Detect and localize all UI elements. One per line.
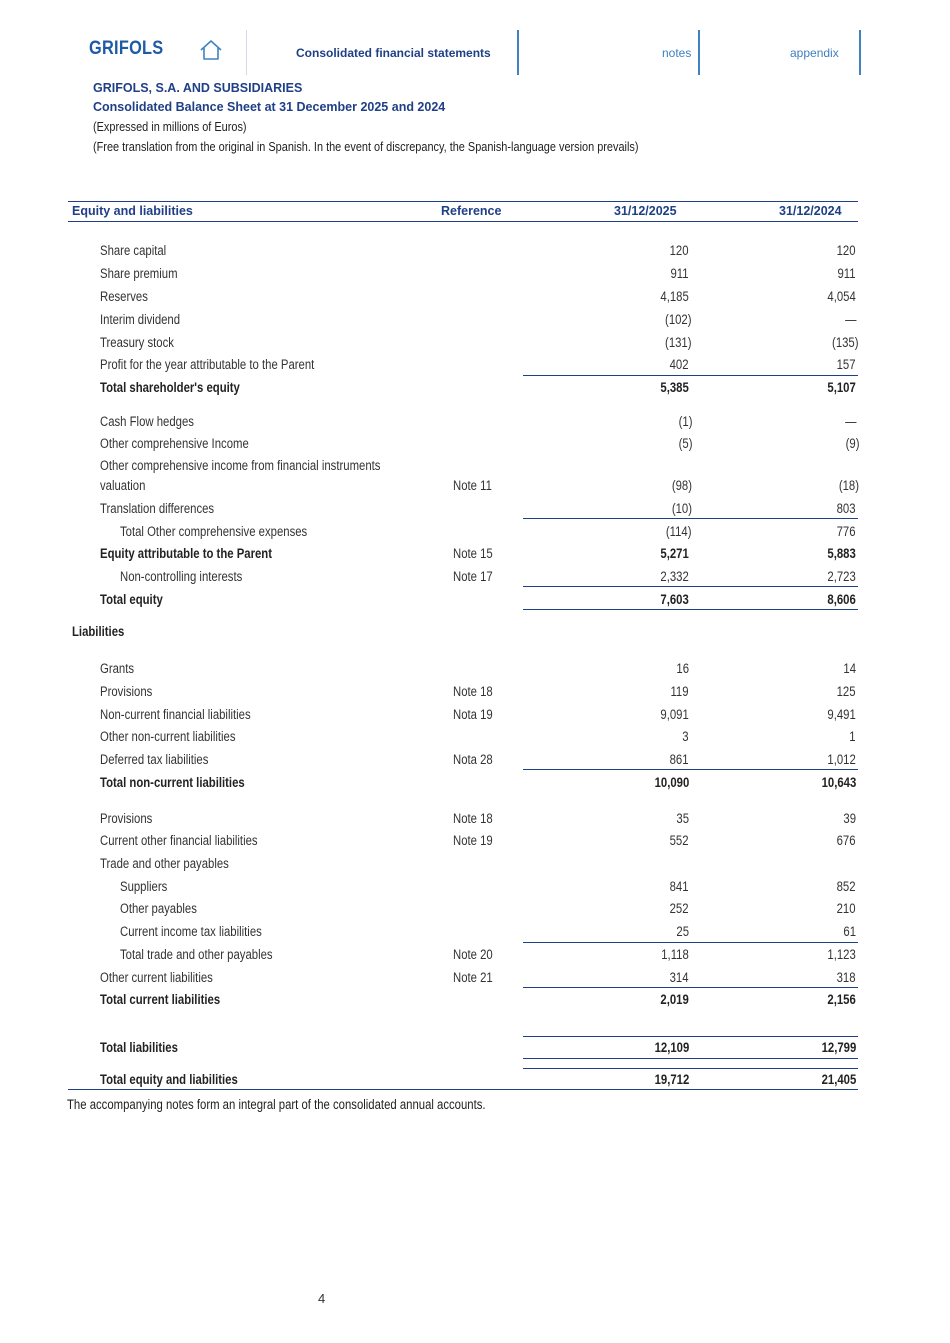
row-label: Trade and other payables bbox=[100, 856, 229, 871]
row-label: Deferred tax liabilities bbox=[100, 752, 209, 767]
total-rule bbox=[523, 609, 858, 610]
value-2025: 911 bbox=[670, 266, 689, 281]
table-row bbox=[0, 922, 950, 942]
table-row bbox=[0, 809, 950, 829]
row-reference: Nota 28 bbox=[453, 752, 493, 767]
page-number: 4 bbox=[318, 1291, 326, 1306]
row-reference: Note 19 bbox=[453, 833, 493, 848]
value-2025: 16 bbox=[676, 661, 689, 676]
value-2024: 318 bbox=[837, 970, 856, 985]
table-row bbox=[0, 412, 950, 432]
row-label: Profit for the year attributable to the Parent bbox=[100, 357, 315, 372]
table-bottom-rule bbox=[68, 1089, 858, 1090]
row-label: Grants bbox=[100, 661, 135, 676]
row-reference: Nota 19 bbox=[453, 707, 493, 722]
row-label: Total liabilities bbox=[100, 1040, 178, 1055]
table-row bbox=[0, 310, 950, 330]
value-2024: 21,405 bbox=[821, 1072, 856, 1087]
subtotal-rule bbox=[523, 1036, 858, 1037]
value-2025: (10) bbox=[671, 501, 692, 516]
value-2025: 1,118 bbox=[661, 947, 689, 962]
column-header-item: Equity and liabilities bbox=[72, 204, 193, 218]
value-2024: (9) bbox=[845, 436, 859, 451]
value-2024: 1 bbox=[849, 729, 856, 744]
value-2025: 12,109 bbox=[654, 1040, 689, 1055]
value-2024: 2,156 bbox=[827, 992, 856, 1007]
value-2024: — bbox=[844, 312, 856, 327]
footnote: The accompanying notes form an integral part of the consolidated annual accounts. bbox=[67, 1097, 486, 1112]
value-2025: 9,091 bbox=[660, 707, 689, 722]
statement-title: Consolidated Balance Sheet at 31 December 2025 and 2024 bbox=[93, 100, 446, 114]
value-2024: 4,054 bbox=[827, 289, 856, 304]
table-row bbox=[0, 750, 950, 770]
total-rule bbox=[523, 1068, 858, 1069]
value-2025: 402 bbox=[670, 357, 689, 372]
value-2024: 14 bbox=[843, 661, 856, 676]
header-divider bbox=[859, 30, 861, 75]
row-label: Interim dividend bbox=[100, 312, 181, 327]
row-label: Translation differences bbox=[100, 501, 215, 516]
table-row bbox=[0, 705, 950, 725]
value-2024: 1,123 bbox=[827, 947, 856, 962]
nav-notes[interactable]: notes bbox=[662, 46, 692, 60]
table-row bbox=[0, 434, 950, 454]
value-2024: 5,107 bbox=[827, 380, 856, 395]
subtotal-rule bbox=[523, 942, 858, 943]
row-label: Non-controlling interests bbox=[120, 569, 243, 584]
row-label: Total trade and other payables bbox=[120, 947, 273, 962]
table-row bbox=[0, 622, 950, 642]
row-label: Non-current financial liabilities bbox=[100, 707, 251, 722]
value-2025: 25 bbox=[676, 924, 689, 939]
company-title: GRIFOLS, S.A. AND SUBSIDIARIES bbox=[93, 81, 303, 95]
table-row bbox=[0, 590, 950, 610]
row-label: Other payables bbox=[120, 901, 197, 916]
row-label: Other current liabilities bbox=[100, 970, 213, 985]
value-2024: 803 bbox=[837, 501, 856, 516]
table-header-rule bbox=[68, 221, 858, 222]
row-reference: Note 18 bbox=[453, 811, 493, 826]
value-2024: 12,799 bbox=[821, 1040, 856, 1055]
value-2025: 2,019 bbox=[660, 992, 689, 1007]
value-2025: 35 bbox=[676, 811, 689, 826]
value-2024: 39 bbox=[843, 811, 856, 826]
row-label: Cash Flow hedges bbox=[100, 414, 194, 429]
value-2024: 120 bbox=[837, 243, 856, 258]
row-label: Provisions bbox=[100, 811, 153, 826]
value-2025: (1) bbox=[678, 414, 692, 429]
table-row bbox=[0, 333, 950, 353]
table-row bbox=[0, 773, 950, 793]
table-row bbox=[0, 990, 950, 1010]
row-label: Share premium bbox=[100, 266, 178, 281]
subtotal-rule bbox=[523, 518, 858, 519]
header-divider bbox=[698, 30, 700, 75]
subtotal-rule bbox=[523, 375, 858, 376]
value-2025: 4,185 bbox=[660, 289, 689, 304]
row-reference: Note 20 bbox=[453, 947, 493, 962]
home-icon[interactable] bbox=[199, 38, 223, 62]
table-row bbox=[0, 264, 950, 284]
row-label: Treasury stock bbox=[100, 335, 174, 350]
subtotal-rule bbox=[523, 586, 858, 587]
subtotal-rule bbox=[523, 987, 858, 988]
value-2025: 120 bbox=[670, 243, 689, 258]
table-row bbox=[0, 378, 950, 398]
value-2025: 3 bbox=[682, 729, 689, 744]
table-row bbox=[0, 355, 950, 375]
value-2024: (135) bbox=[832, 335, 859, 350]
row-label: Share capital bbox=[100, 243, 167, 258]
row-reference: Note 17 bbox=[453, 569, 493, 584]
value-2025: 119 bbox=[670, 684, 689, 699]
column-header-2025: 31/12/2025 bbox=[614, 204, 677, 218]
value-2025: 861 bbox=[670, 752, 689, 767]
row-label: Equity attributable to the Parent bbox=[100, 546, 273, 561]
value-2025: (98) bbox=[671, 478, 692, 493]
value-2025: (131) bbox=[665, 335, 692, 350]
row-label: Total shareholder's equity bbox=[100, 380, 240, 395]
value-2024: 61 bbox=[843, 924, 856, 939]
row-reference: Note 11 bbox=[453, 478, 492, 493]
value-2024: 2,723 bbox=[827, 569, 856, 584]
column-header-2024: 31/12/2024 bbox=[779, 204, 842, 218]
row-reference: Note 21 bbox=[453, 970, 493, 985]
table-row bbox=[0, 945, 950, 965]
row-label: Total current liabilities bbox=[100, 992, 221, 1007]
value-2024: 676 bbox=[837, 833, 856, 848]
table-row bbox=[0, 241, 950, 261]
row-reference: Note 18 bbox=[453, 684, 493, 699]
value-2025: 7,603 bbox=[660, 592, 689, 607]
value-2025: 2,332 bbox=[660, 569, 689, 584]
value-2024: 852 bbox=[837, 879, 856, 894]
row-label: Other comprehensive Income bbox=[100, 436, 249, 451]
currency-note: (Expressed in millions of Euros) bbox=[93, 119, 247, 134]
table-row bbox=[0, 544, 950, 564]
table-row bbox=[0, 456, 950, 476]
value-2024: 210 bbox=[837, 901, 856, 916]
table-row bbox=[0, 899, 950, 919]
translation-note: (Free translation from the original in Spanish. In the event of discrepancy, the Spanish-language version prevails) bbox=[93, 139, 639, 154]
table-row bbox=[0, 727, 950, 747]
table-top-rule bbox=[68, 201, 858, 202]
table-row bbox=[0, 968, 950, 988]
row-label: Total non-current liabilities bbox=[100, 775, 245, 790]
subtotal-rule bbox=[523, 769, 858, 770]
value-2025: 252 bbox=[670, 901, 689, 916]
column-header-reference: Reference bbox=[441, 204, 502, 218]
value-2025: 5,385 bbox=[660, 380, 689, 395]
table-row bbox=[0, 659, 950, 679]
value-2024: 10,643 bbox=[821, 775, 856, 790]
value-2025: 552 bbox=[670, 833, 689, 848]
header-divider bbox=[246, 30, 247, 75]
total-rule bbox=[523, 1058, 858, 1059]
row-label: Suppliers bbox=[120, 879, 168, 894]
value-2024: 776 bbox=[837, 524, 856, 539]
value-2024: 8,606 bbox=[827, 592, 856, 607]
value-2024: 125 bbox=[837, 684, 856, 699]
value-2025: 10,090 bbox=[654, 775, 689, 790]
row-label: Total equity and liabilities bbox=[100, 1072, 238, 1087]
row-label: Other non-current liabilities bbox=[100, 729, 236, 744]
table-row bbox=[0, 522, 950, 542]
table-row bbox=[0, 682, 950, 702]
row-label: Total Other comprehensive expenses bbox=[120, 524, 308, 539]
table-row bbox=[0, 567, 950, 587]
value-2024: — bbox=[844, 414, 856, 429]
table-row bbox=[0, 1070, 950, 1090]
table-row bbox=[0, 499, 950, 519]
row-label: Reserves bbox=[100, 289, 148, 304]
table-row bbox=[0, 287, 950, 307]
table-row bbox=[0, 1038, 950, 1058]
value-2025: 314 bbox=[670, 970, 689, 985]
header-divider bbox=[517, 30, 519, 75]
value-2025: 841 bbox=[670, 879, 689, 894]
row-label: Liabilities bbox=[72, 624, 125, 639]
value-2024: 5,883 bbox=[827, 546, 856, 561]
value-2024: (18) bbox=[838, 478, 859, 493]
grifols-logo: GRIFOLS bbox=[89, 38, 164, 59]
value-2025: 19,712 bbox=[654, 1072, 689, 1087]
table-row bbox=[0, 854, 950, 874]
nav-appendix[interactable]: appendix bbox=[790, 46, 839, 60]
row-label: valuation bbox=[100, 478, 146, 493]
value-2024: 9,491 bbox=[827, 707, 856, 722]
value-2024: 157 bbox=[837, 357, 856, 372]
row-label: Total equity bbox=[100, 592, 163, 607]
row-label: Other comprehensive income from financial instruments bbox=[100, 458, 381, 473]
table-row bbox=[0, 831, 950, 851]
table-row bbox=[0, 476, 950, 496]
value-2024: 1,012 bbox=[827, 752, 856, 767]
value-2025: (114) bbox=[666, 524, 692, 539]
row-reference: Note 15 bbox=[453, 546, 493, 561]
value-2024: 911 bbox=[837, 266, 856, 281]
row-label: Current other financial liabilities bbox=[100, 833, 258, 848]
row-label: Current income tax liabilities bbox=[120, 924, 262, 939]
value-2025: (102) bbox=[665, 312, 692, 327]
table-row bbox=[0, 877, 950, 897]
value-2025: 5,271 bbox=[660, 546, 689, 561]
row-label: Provisions bbox=[100, 684, 153, 699]
value-2025: (5) bbox=[678, 436, 692, 451]
nav-consolidated-financial-statements[interactable]: Consolidated financial statements bbox=[296, 46, 491, 60]
